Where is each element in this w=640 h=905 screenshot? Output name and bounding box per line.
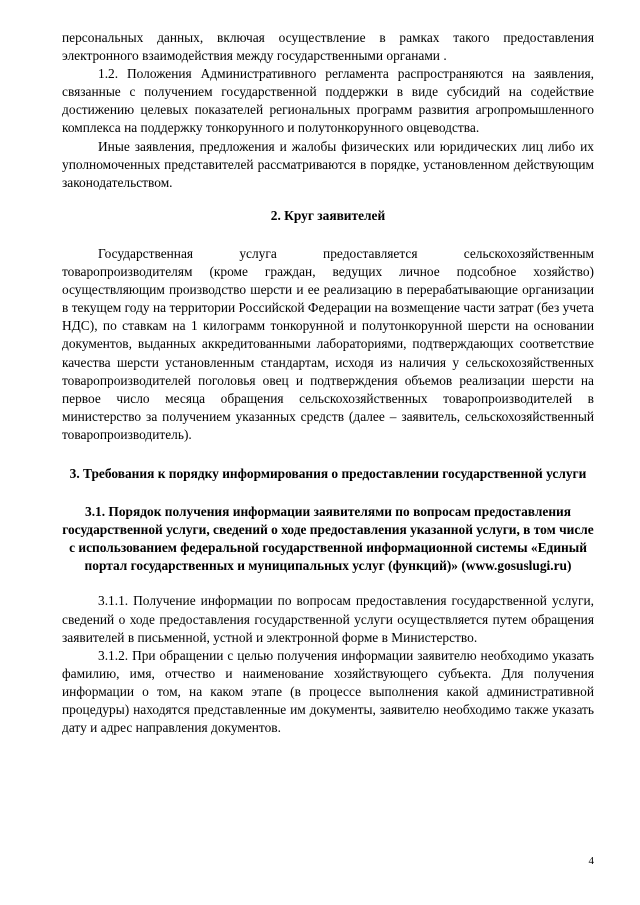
section-3-heading: 3. Требования к порядку информирования о предоставлении государственной услуги bbox=[69, 465, 587, 481]
paragraph-1-2: 1.2. Положения Административного регламента распространяются на заявления, связанные с получением государственной поддержки в виде субсидий на содействие достижению целевых показателей региональных программ развития агропромышленного комплекса на поддержку тонкорунного и полутонкорунного овцеводства. bbox=[62, 66, 594, 136]
paragraph-3-1-1: 3.1.1. Получение информации по вопросам предоставления государственной услуги, сведений о ходе предоставления государственной услуги осуществляется путем обращения заявителей в письменной, устной и электронной форме в Министерство. bbox=[62, 593, 594, 645]
page-number: 4 bbox=[588, 855, 594, 867]
document-page bbox=[62, 29, 594, 737]
paragraph-3-1-2: 3.1.2. При обращении с целью получения информации заявителю необходимо указать фамилию, имя, отчество и наименование хозяйствующего субъекта. Для получения информации о том, на каком этапе (в процессе выполнения какой административной процедуры) находятся представленные им документы, заявителю необходимо также указать дату и адрес направления документов. bbox=[62, 647, 594, 736]
section-2-heading: 2. Круг заявителей bbox=[270, 207, 386, 223]
section-3-1-heading: 3.1. Порядок получения информации заявителями по вопросам предоставления государственной услуги, сведений о ходе предоставления указанной услуги, в том числе с использованием федеральной государственной информационной системы «Единый портал государственных и муниципальных услуг (функций)» (www.gosuslugi.ru) bbox=[62, 504, 594, 574]
paragraph-applicants: Государственная услуга предоставляется сельскохозяйственным товаропроизводителям (кроме граждан, ведущих личное подсобное хозяйство) осуществляющим производство шерсти и ее реализацию в перерабатывающие организации в текущем году на территории Российской Федерации на возмещение части затрат (без учета НДС), по ставкам на 1 килограмм тонкорунной и полутонкорунной шерсти на основании документов, выданных аккредитованными лабораториями, подтверждающих соответствие качества шерсти установленным стандартам, исходя из наличия у сельскохозяйственных товаропроизводителей поголовья овец и подтверждения объемов реализации шерсти на первое число месяца обращения сельскохозяйственных товаропроизводителей в министерство за получением указанных средств (далее – заявитель, сельскохозяйственный товаропроизводитель). bbox=[62, 245, 594, 442]
paragraph-continuation: персональных данных, включая осуществление в рамках такого предоставления электронного взаимодействия между государственными органами . bbox=[62, 30, 594, 64]
paragraph-other-applications: Иные заявления, предложения и жалобы физических или юридических лиц либо их уполномоченных представителей рассматриваются в порядке, установленном действующим законодательством. bbox=[62, 138, 594, 190]
